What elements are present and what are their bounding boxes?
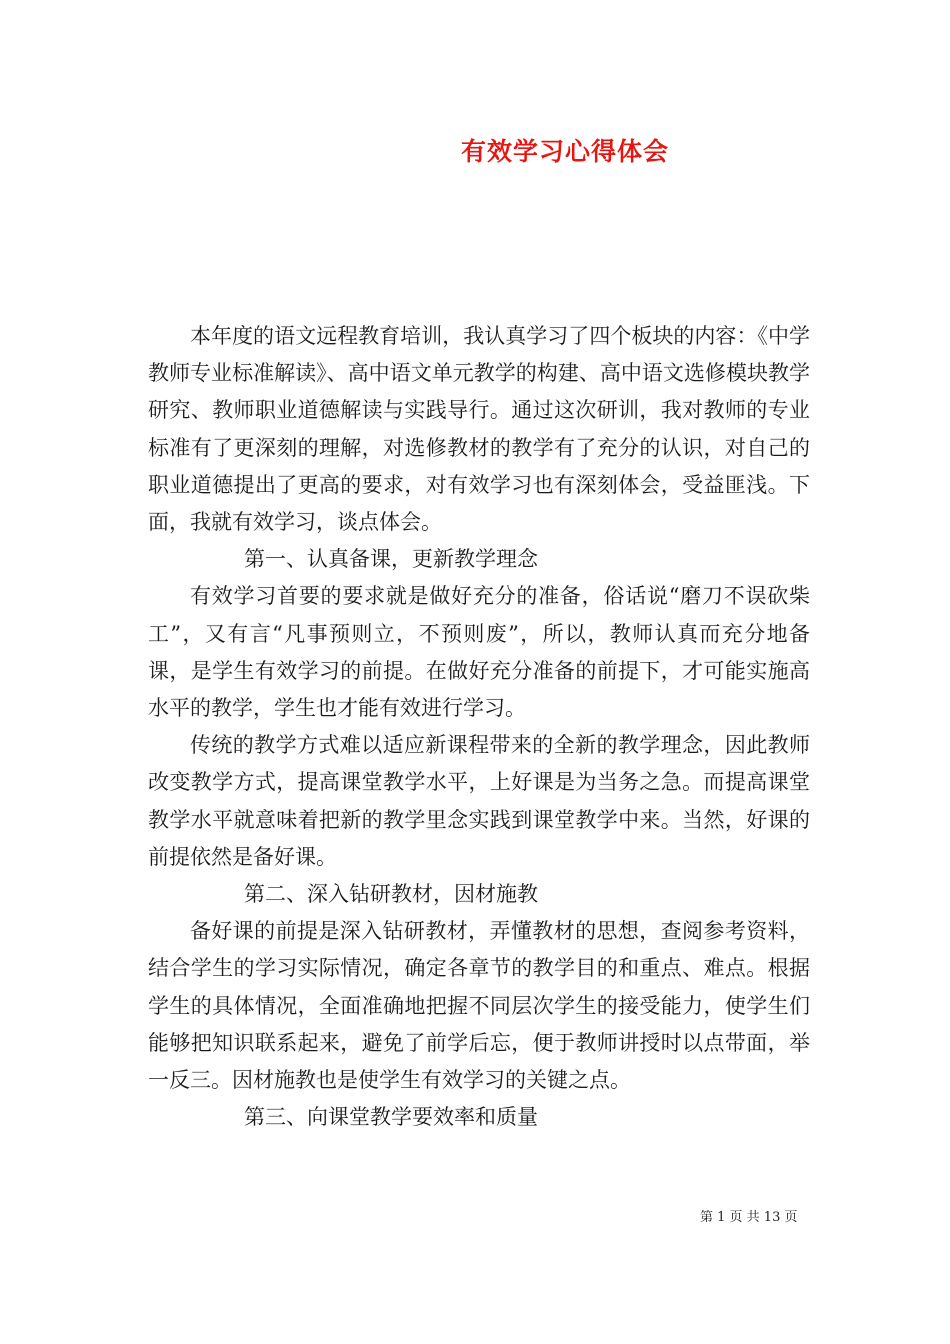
paragraph-1b: 传统的教学方式难以适应新课程带来的全新的教学理念，因此教师改变教学方式，提高课堂教学水平，上好课是为当务之急。而提高课堂教学水平就意味着把新的教学里念实践到课堂教学中来。当然，好课的前提依然是备好课。 — [148, 733, 810, 869]
document-body — [148, 318, 810, 1136]
page-number: 第 1 页 共 13 页 — [700, 1210, 798, 1225]
paragraph-1a: 有效学习首要的要求就是做好充分的准备，俗话说“磨刀不误砍柴工”，又有言“凡事预则立，不预则废”，所以，教师认真而充分地备课，是学生有效学习的前提。在做好充分准备的前提下，才可能实施高水平的教学，学生也才能有效进行学习。 — [148, 584, 810, 721]
paragraph-2a: 备好课的前提是深入钻研教材，弄懂教材的思想，查阅参考资料，结合学生的学习实际情况，确定各章节的教学目的和重点、难点。根据学生的具体情况，全面准确地把握不同层次学生的接受能力，使学生们能够把知识联系起来，避免了前学后忘，便于教师讲授时以点带面，举一反三。因材施教也是使学生有效学习的关键之点。 — [148, 919, 810, 1093]
section-heading-1: 第一、认真备课，更新教学理念 — [244, 547, 538, 572]
section-heading-3: 第三、向课堂教学要效率和质量 — [244, 1105, 538, 1130]
document-title: 有效学习心得体会 — [460, 137, 669, 166]
paragraph-intro: 本年度的语文远程教育培训，我认真学习了四个板块的内容：《中学教师专业标准解读》、高中语文单元教学的构建、高中语文选修模块教学研究、教师职业道德解读与实践导行。通过这次研训，我对教师的专业标准有了更深刻的理解，对选修教材的教学有了充分的认识，对自己的职业道德提出了更高的要求，对有效学习也有深刻体会，受益匪浅。下面，我就有效学习，谈点体会。 — [148, 324, 810, 535]
section-heading-2: 第二、深入钻研教材，因材施教 — [244, 882, 538, 907]
